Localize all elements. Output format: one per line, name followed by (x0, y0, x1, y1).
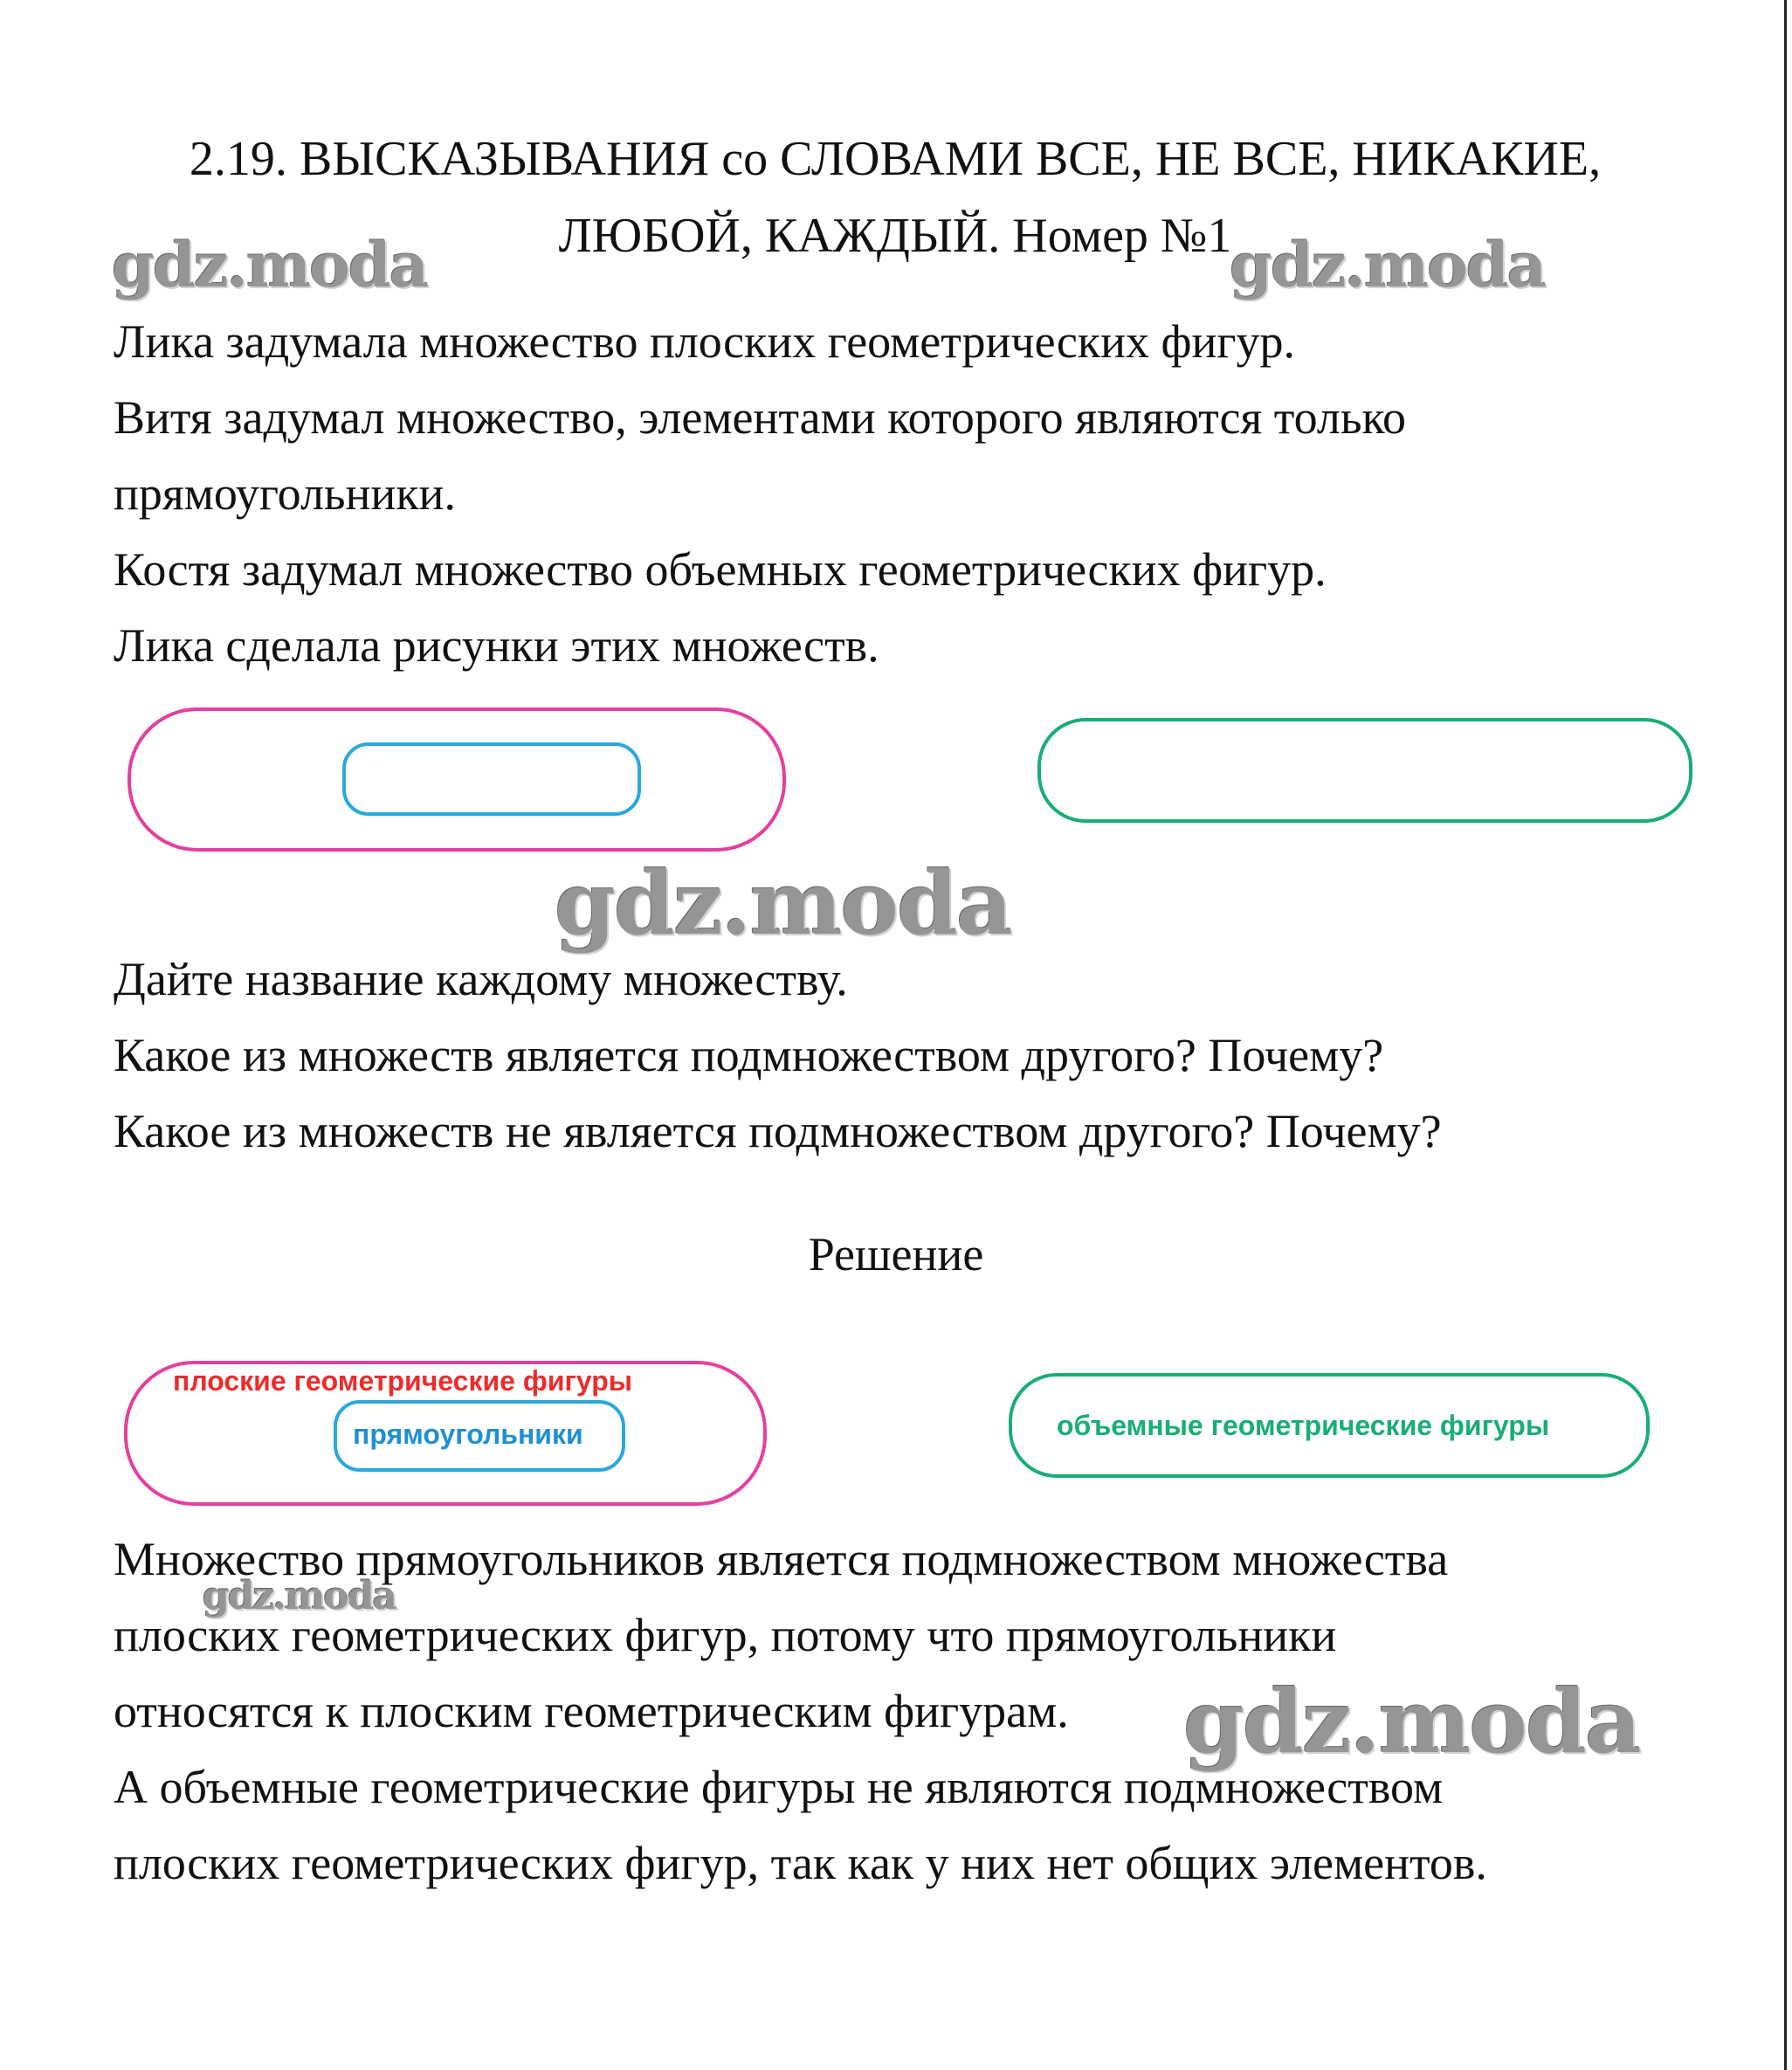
task-text (114, 304, 1406, 684)
solid-shapes-set-empty (1037, 718, 1692, 823)
solution-line: относятся к плоским геометрическим фигурам. (114, 1685, 1069, 1737)
watermark: gdz.moda (203, 1574, 396, 1618)
page-edge-line (1784, 0, 1787, 2070)
question-line: Какое из множеств не является подмножеством другого? Почему? (114, 1105, 1442, 1157)
solution-heading: Решение (808, 1228, 984, 1280)
task-line: прямоугольники. (114, 467, 456, 520)
question-line: Дайте название каждому множеству. (114, 953, 848, 1005)
solution-line: плоских геометрических фигур, потому что прямоугольники (114, 1609, 1337, 1661)
question-line: Какое из множеств является подмножеством другого? Почему? (114, 1029, 1384, 1081)
rectangles-label: прямоугольники (353, 1418, 583, 1450)
flat-shapes-label: плоские геометрические фигуры (173, 1365, 633, 1397)
task-line: Костя задумал множество объемных геометрических фигур. (114, 543, 1327, 596)
solution-line: Множество прямоугольников является подмножеством множества (114, 1533, 1449, 1585)
solution-text (114, 1521, 1487, 1901)
title-line-1: 2.19. ВЫСКАЗЫВАНИЯ со СЛОВАМИ ВСЕ, НЕ ВСЕ, НИКАКИЕ, (189, 132, 1602, 186)
watermark: gdz.moda (1183, 1670, 1640, 1773)
watermark: gdz.moda (1230, 229, 1546, 301)
watermark: gdz.moda (555, 852, 1011, 955)
solid-shapes-label: объемные геометрические фигуры (1057, 1410, 1550, 1441)
solution-line: плоских геометрических фигур, так как у них нет общих элементов. (114, 1837, 1487, 1889)
task-line: Витя задумал множество, элементами которого являются только (114, 391, 1406, 444)
solution-line: А объемные геометрические фигуры не являются подмножеством (114, 1761, 1444, 1813)
title-line-2: ЛЮБОЙ, КАЖДЫЙ. Номер №1 (558, 209, 1232, 263)
watermark: gdz.moda (112, 229, 428, 301)
task-line: Лика сделала рисунки этих множеств. (114, 619, 879, 672)
questions-text (114, 942, 1442, 1170)
task-line: Лика задумала множество плоских геометрических фигур. (114, 315, 1296, 368)
rectangles-set-empty (342, 742, 641, 816)
